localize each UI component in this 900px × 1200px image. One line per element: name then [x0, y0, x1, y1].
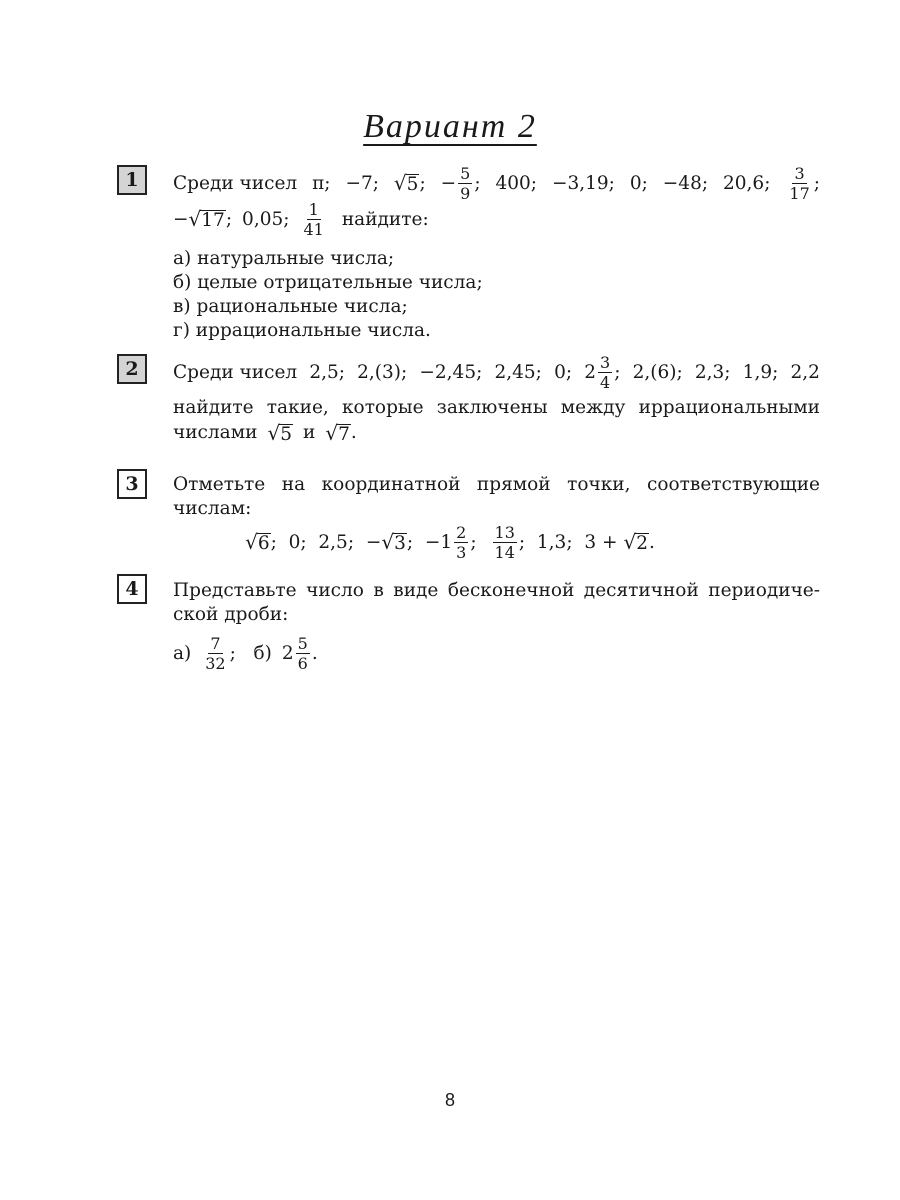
page-number: 8 — [444, 1090, 455, 1110]
task-2-value: 2,3; — [694, 361, 731, 383]
task-1-tail-text: найдите: — [341, 208, 429, 230]
task-2-value: 2,(6); — [632, 361, 683, 383]
task-1-400: 400; — [495, 172, 538, 194]
task-4-line-2: ской дроби: — [173, 604, 289, 625]
task-1-zero: 0; — [629, 172, 648, 194]
task-2-line-3 — [173, 421, 820, 445]
task-3-fraction-2-3: $\frac{2}{3}$ — [456, 523, 467, 562]
task-3-formula — [0, 523, 900, 562]
task-1-item-a: а) натуральные числа; — [173, 248, 395, 269]
task-1-fraction-1-41: $\frac{1}{41}$ — [303, 200, 324, 239]
task-1-item-d: г) иррациональные числа. — [173, 320, 431, 341]
task-2-value: 2,5; — [309, 361, 345, 383]
task-number-4: 4 — [117, 574, 147, 604]
task-3-sqrt6: √ 6 — [245, 530, 270, 554]
task-1-lead-text: Среди чисел — [173, 172, 298, 194]
task-1-minus-sqrt17: − √ 17 ; — [173, 207, 233, 231]
task-2-value: −2,45; — [419, 361, 483, 383]
task-1-0-05: 0,05; — [242, 208, 290, 230]
task-3-formula-text: ; −1 — [406, 532, 453, 553]
task-number-1: 1 — [117, 165, 147, 195]
task-3-formula-text: . — [649, 532, 655, 553]
task-2-line-3-lead: числами — [173, 422, 258, 443]
task-1-minus-3-19: −3,19; — [551, 172, 615, 194]
task-2-value: 0; — [554, 361, 573, 383]
task-3-line-1: Отметьте на координатной прямой точки, соответствующие — [173, 474, 820, 495]
task-1-minus-48: −48; — [662, 172, 709, 194]
task-1-fraction-5-9: − $\frac{5}{9}$ ; — [440, 164, 481, 203]
task-4-label-a: а) — [173, 642, 192, 664]
task-2-value: 2,2 — [790, 361, 820, 383]
task-number-2: 2 — [117, 354, 147, 384]
task-1-pi: π; — [312, 172, 331, 194]
task-1-item-c: в) рациональные числа; — [173, 296, 408, 317]
task-1-line-2 — [173, 200, 820, 239]
task-4-fraction-7-32: $\frac{7}{32}$ — [205, 634, 226, 673]
task-3-formula-text: ; 1,3; 3 + — [518, 532, 618, 553]
task-2-sqrt7: √ 7 . — [325, 420, 357, 445]
task-1-minus-seven: −7; — [345, 172, 379, 194]
task-3-formula-text: ; — [470, 532, 477, 553]
task-3-fraction-13-14: $\frac{13}{14}$ — [494, 523, 515, 562]
task-2-line-1 — [173, 353, 820, 392]
task-1-fraction-3-17: $\frac{3}{17}$ ; — [789, 164, 820, 203]
task-4-label-b: ; б) — [229, 642, 272, 664]
task-4-mixed-number: 2 $\frac{5}{6}$ — [281, 634, 308, 673]
task-3-formula-text: ; 0; 2,5; − — [270, 532, 382, 553]
task-1-sqrt5: √ 5 ; — [393, 171, 426, 195]
task-4-end: . — [311, 642, 318, 664]
task-2-mixed-number: 2 $\frac{3}{4}$ ; — [584, 353, 621, 392]
task-1-item-b: б) целые отрицательные числа; — [173, 272, 483, 293]
task-3-sqrt3: √ 3 — [381, 530, 406, 554]
task-2-and: и — [302, 422, 316, 443]
task-number-3: 3 — [117, 469, 147, 499]
task-2-value: 2,(3); — [357, 361, 408, 383]
task-2-value: 2,45; — [494, 361, 542, 383]
task-3-line-2: числам: — [173, 498, 252, 519]
task-4-line-1: Представьте число в виде бесконечной десятичной периодиче- — [173, 580, 820, 601]
task-2-lead-text: Среди чисел — [173, 361, 298, 383]
task-1-20-6: 20,6; — [723, 172, 771, 194]
page-title: Вариант 2 — [363, 108, 537, 145]
task-4-answer — [173, 634, 820, 673]
task-2-sqrt5: √ 5 — [267, 420, 292, 445]
task-2-value: 1,9; — [742, 361, 779, 383]
task-3-sqrt2: √ 2 — [623, 530, 648, 554]
task-1-line-1 — [173, 164, 820, 203]
task-2-line-2: найдите такие, которые заключены между иррациональными — [173, 397, 820, 418]
